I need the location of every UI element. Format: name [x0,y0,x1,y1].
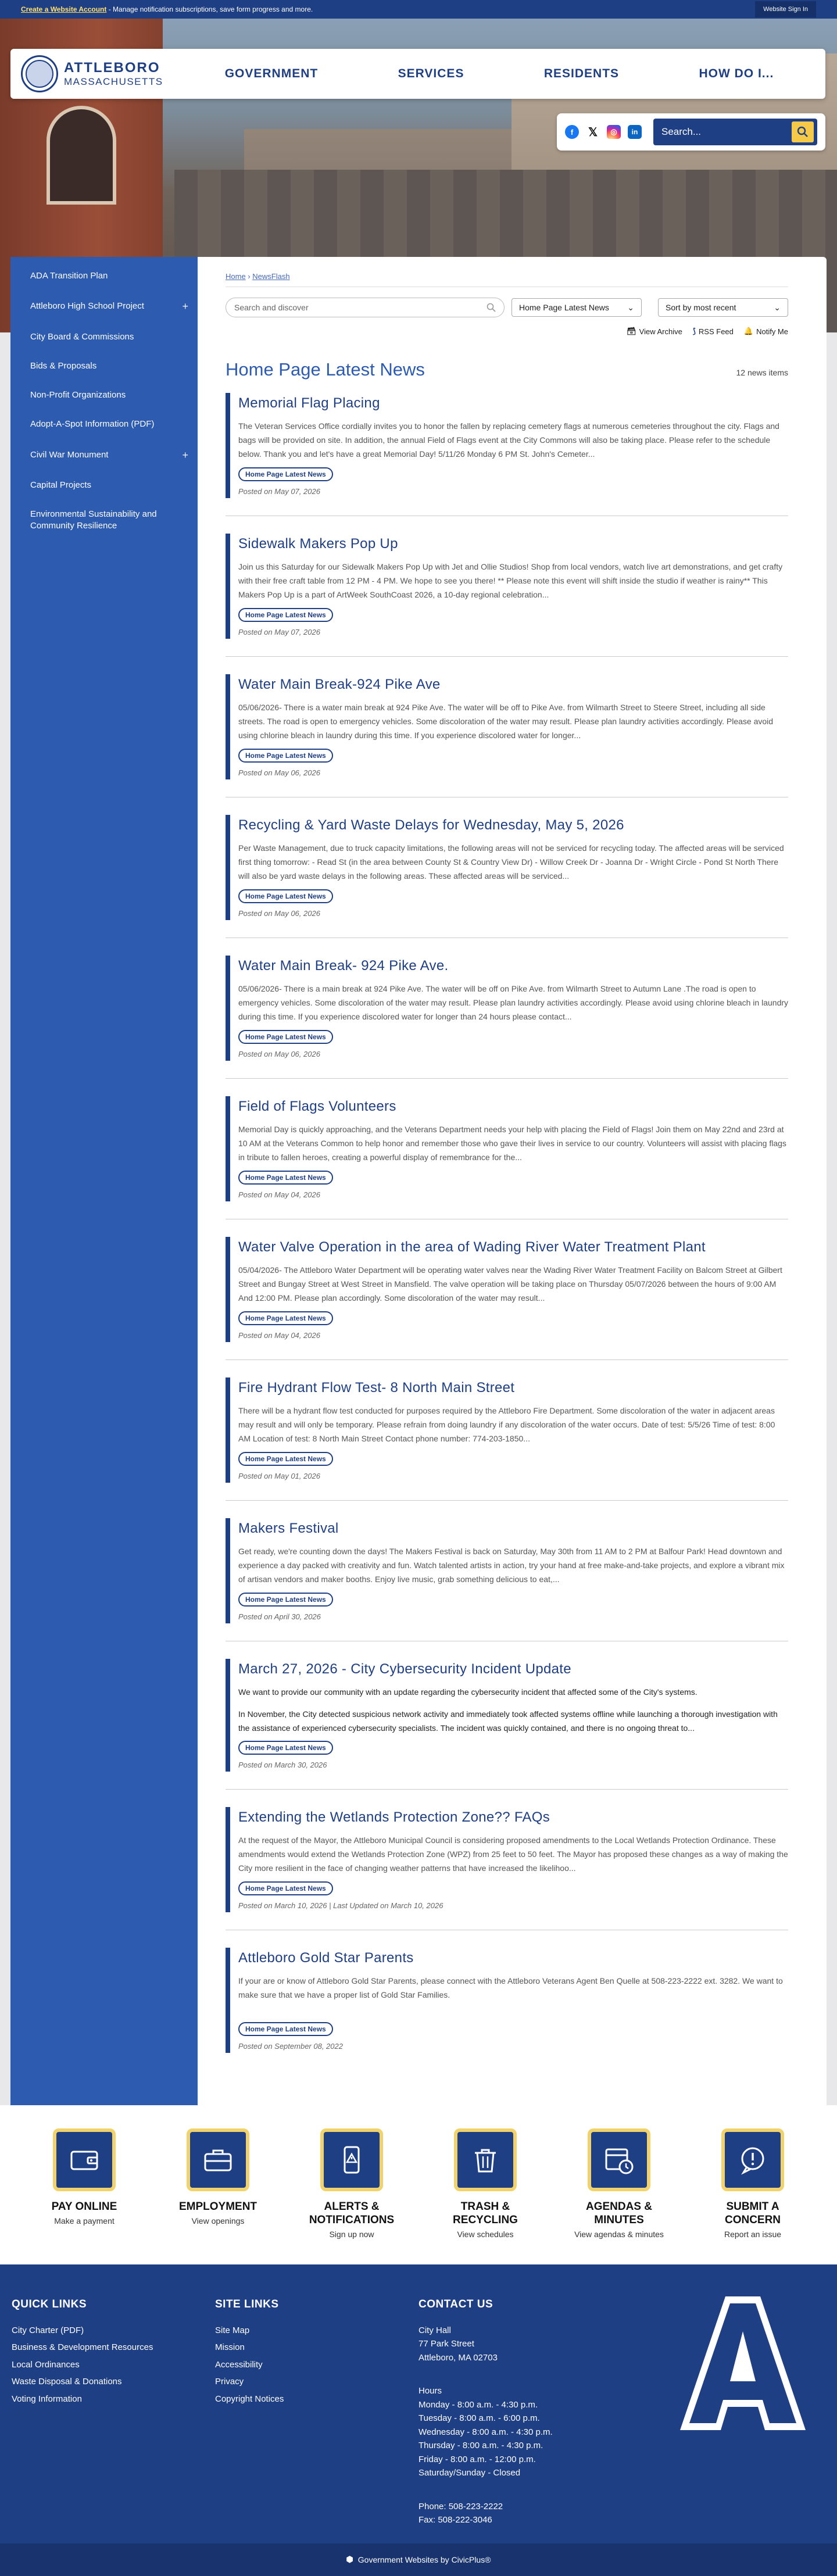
tile-subtitle: View openings [191,2216,245,2226]
news-title[interactable]: Water Main Break-924 Pike Ave [238,677,441,692]
news-body: 05/04/2026- The Attleboro Water Department will be operating water valves near the Wading River Water Treatment Facility on Balcom Street at Gilbert Street and Bungay Street at West Street in Mansfield. The valve operation will be taking place on Thursday 05/07/2026 between the hours of 9:00 AM And 12:00 PM. Please plan accordingly. Some discoloration of the water may result... [238,1265,782,1303]
news-body: There will be a hydrant flow test conducted for purposes required by the Attleboro Fire Department. Some discoloration of the water in adjacent areas may result and will only be temporary. Please refrain from doing laundry if any discoloration of the water occurs. Date of test: 5/5/26 Time of test: 8:00 AM Location of test: 8 North Main Street Contact phone number: 774-203-1850... [238,1406,775,1443]
news-body: Memorial Day is quickly approaching, and the Veterans Department needs your help with placing the Field of Flags! Join them on May 22nd and 23rd at 10 AM at the Veterans Common to help honor and remember those who gave their lives in service to our country. Volunteers will assist with placing flags in tribute to fallen heroes, creating a powerful display of remembrance for the... [238,1125,786,1162]
news-title[interactable]: Attleboro Gold Star Parents [238,1950,414,1966]
sidebar-item-attleboro-high-school-project[interactable] [10,291,198,322]
news-body: Get ready, we're counting down the days! The Makers Festival is back on Saturday, May 30th from 11 AM to 2 PM at Balfour Park! Head downtown and experience a day packed with creativity and fun. Watch talented artists in action, try your hand at free make-and-take projects, and explore a vibrant mix of artisan vendors and maker booths. Enjoy live music, grab something delicious to eat,... [238,1547,785,1584]
sidebar [10,257,198,2105]
news-divider [226,1500,788,1501]
sign-in-button[interactable]: Website Sign In [755,1,816,17]
footer-heading: QUICK LINKS [12,2298,87,2310]
main-wrapper [10,257,827,2105]
site-footer [0,2264,837,2543]
site-header [10,49,825,99]
sidebar-item-label: Bids & Proposals [30,360,97,371]
page-title: Home Page Latest News [226,359,425,380]
sidebar-item-environmental-sustainability[interactable] [10,500,198,541]
news-body: Per Waste Management, due to truck capacity limitations, the following areas will not be serviced for recycling today. The affected areas will be serviced first thing tomorrow: - Read St (in the area between County St & Country View Dr) - Willow Creek Dr - Joanna Dr - Wright Circle - Pond St North There will also be yard waste delays in the following areas. These affected areas will be serviced... [238,843,784,881]
logo-city-name: ATTLEBORO [64,60,160,76]
tile-subtitle: Report an issue [724,2229,782,2239]
news-posted-date: Posted on May 04, 2026 [238,1331,320,1340]
footer-link[interactable]: Privacy [215,2377,244,2387]
hours-line: Thursday - 8:00 a.m. - 4:30 p.m. [419,2441,543,2451]
hero-arch-window [46,106,116,205]
news-title[interactable]: Recycling & Yard Waste Delays for Wednesday, May 5, 2026 [238,817,624,833]
notify-me-label: Notify Me [756,327,788,336]
tile-trash-recycling[interactable] [433,2128,538,2239]
news-posted-date: Posted on May 06, 2026 [238,768,320,777]
city-seal-icon [21,55,58,92]
tile-title: EMPLOYMENT [178,2201,257,2213]
news-item [226,1807,788,1912]
nav-how-do-i[interactable]: HOW DO I... [699,67,774,80]
news-category-tag[interactable]: Home Page Latest News [238,608,333,622]
view-archive-label: View Archive [639,327,682,336]
powered-by-bar [0,2543,837,2576]
news-item [226,815,788,920]
news-category-tag[interactable]: Home Page Latest News [238,1311,333,1325]
news-category-tag[interactable]: Home Page Latest News [238,2022,333,2036]
footer-link[interactable]: City Charter (PDF) [12,2325,84,2335]
footer-heading: SITE LINKS [215,2298,279,2310]
news-title[interactable]: Field of Flags Volunteers [238,1099,396,1114]
news-posted-date: Posted on April 30, 2026 [238,1612,321,1621]
tile-employment[interactable] [166,2128,270,2239]
sidebar-item-label: Adopt-A-Spot Information (PDF) [30,419,155,430]
news-item [226,1096,788,1201]
bell-icon: 🔔 [743,327,754,335]
category-select[interactable] [512,298,642,317]
chevron-down-icon: ⌄ [627,302,634,312]
hours-line: Monday - 8:00 a.m. - 4:30 p.m. [419,2399,538,2410]
news-category-tag[interactable]: Home Page Latest News [238,1171,333,1185]
tile-submit-concern[interactable] [700,2128,805,2239]
news-list [226,393,788,2053]
footer-link[interactable]: Business & Development Resources [12,2342,153,2353]
filter-selects [512,298,788,317]
footer-link[interactable]: Waste Disposal & Donations [12,2377,122,2387]
news-category-tag[interactable]: Home Page Latest News [238,889,333,903]
page-header [226,359,788,380]
news-category-tag[interactable]: Home Page Latest News [238,1593,333,1607]
news-category-tag[interactable]: Home Page Latest News [238,1881,333,1895]
civicplus-icon: ⬢ [346,2554,353,2564]
tile-title: PAY ONLINE [51,2201,117,2213]
news-posted-date: Posted on May 01, 2026 [238,1472,320,1480]
news-posted-date: Posted on March 30, 2026 [238,1761,327,1770]
news-body: The Veteran Services Office cordially invites you to honor the fallen by replacing cemetery flags at numerous cemeteries throughout the city. Flags and bags will be provided on site. In addition, the annual Field of Flags event at the City Commons will also be taking place. Please refer to the schedule below. Thank you and let's have a great Memorial Day! 5/11/26 Monday 6 PM St. John's Cemeter... [238,421,779,459]
tile-title: TRASH & RECYCLING [453,2201,518,2227]
news-category-tag[interactable]: Home Page Latest News [238,1741,333,1755]
nav-services[interactable]: SERVICES [398,67,464,80]
news-divider [226,1078,788,1079]
quick-action-tiles [0,2105,837,2264]
tile-agendas-minutes[interactable] [567,2128,671,2239]
news-category-tag[interactable]: Home Page Latest News [238,1452,333,1466]
news-item [226,1378,788,1483]
news-category-tag[interactable]: Home Page Latest News [238,1030,333,1044]
footer-contact [419,2298,622,2525]
news-body: 05/06/2026- There is a water main break at 924 Pike Ave. The water will be off to Pike Ave. from Wilmarth Street to Steere Street, including all side streets. The road is open to emergency vehicles. Some discoloration of the water may result. Please plan laundry activities accordingly. Please avoid using chlorine bleach in laundry during this time. If you experience discolored water for longer... [238,703,774,740]
news-count: 12 news items [736,368,788,377]
footer-quick-links [12,2298,215,2520]
news-posted-date: Posted on May 06, 2026 [238,1050,320,1058]
sidebar-item-label: Environmental Sustainability and Community Resilience [30,509,157,531]
news-posted-date: Posted on March 10, 2026 | Last Updated on March 10, 2026 [238,1901,443,1910]
address-line: Attleboro, MA 02703 [419,2352,498,2363]
footer-link[interactable]: Voting Information [12,2393,82,2404]
news-item [226,534,788,639]
tile-title: ALERTS & NOTIFICATIONS [309,2201,395,2227]
hours-line: Saturday/Sunday - Closed [419,2468,521,2478]
breadcrumb-home-link[interactable]: Home [226,272,246,281]
spacer [419,2369,622,2380]
news-title[interactable]: Fire Hydrant Flow Test- 8 North Main Street [238,1380,515,1396]
account-banner [21,5,313,13]
sidebar-item-label: Attleboro High School Project [30,301,144,312]
site-search [653,119,817,145]
footer-link[interactable]: Local Ordinances [12,2359,80,2370]
footer-link[interactable]: Copyright Notices [215,2393,284,2404]
news-item [226,1518,788,1623]
footer-site-links [215,2298,419,2520]
footer-link[interactable]: Mission [215,2342,245,2353]
logo-text [64,60,163,88]
facebook-icon[interactable]: f [565,125,579,139]
news-search-field[interactable] [226,298,505,317]
sidebar-item-city-board-commissions[interactable] [10,323,198,352]
news-body: At the request of the Mayor, the Attleboro Municipal Council is considering proposed amendments to the Local Wetlands Protection Ordinance. These amendments would extend the Wetlands Protection Zone (WPZ) from 25 feet to 50 feet. The Mayor has proposed these changes as a way of making the City more resilient in the face of changing weather patterns that have increased the likelihoo... [238,1836,788,1873]
rss-feed-link[interactable] [693,327,734,336]
notify-me-link[interactable] [744,327,788,336]
sort-select[interactable] [658,298,788,317]
news-body: 05/06/2026- There is a main break at 924 Pike Ave. The water will be off on Pike Ave. from Wilmarth Street to Autumn Lane .The road is open to emergency vehicles. Some discoloration of the water may result. Please plan laundry activities accordingly. Please avoid using chlorine bleach in laundry during this time. If you experience discolored water for longer than 24 hours please contact... [238,984,788,1021]
attleboro-a-logo-icon [679,2291,807,2436]
news-posted-date: Posted on May 04, 2026 [238,1190,320,1199]
news-body: Join us this Saturday for our Sidewalk Makers Pop Up with Jet and Ollie Studios! Shop from local vendors, watch live art demonstrations, and get crafty with their free craft table from 12 PM - 4 PM. We hope to see you there! ** Please note this event will shift inside the studio if weather is rainy** This Makers Pop Up is a part of ArtWeek SouthCoast 2026, a 10-day regional celebration... [238,562,783,599]
alert-bubble-icon [721,2128,784,2191]
sidebar-item-civil-war-monument[interactable] [10,439,198,471]
main-nav [185,67,825,81]
create-account-link[interactable]: Create a Website Account [21,5,107,13]
trash-icon [454,2128,517,2191]
sidebar-item-bids-proposals[interactable] [10,352,198,381]
news-item [226,674,788,779]
news-item [226,1948,788,2053]
sidebar-item-adopt-a-spot[interactable] [10,410,198,439]
news-title[interactable]: Extending the Wetlands Protection Zone?? FAQs [238,1809,550,1826]
search-input[interactable] [661,126,792,138]
sidebar-item-ada-transition-plan[interactable] [10,262,198,291]
news-body: If your are or know of Attleboro Gold Star Parents, please connect with the Attleboro Veterans Agent Ben Quelle at 508-223-2222 ext. 3282. We want to make sure that we have a proper list of Gold Star Families. [238,1976,783,2000]
news-divider [226,1359,788,1360]
search-icon [487,303,496,312]
tile-title: SUBMIT A CONCERN [724,2201,781,2227]
tile-subtitle: Sign up now [329,2229,374,2239]
sidebar-item-label: ADA Transition Plan [30,271,108,281]
footer-link[interactable]: Accessibility [215,2359,263,2370]
breadcrumb-separator: › [245,272,253,281]
tile-subtitle: View schedules [457,2229,514,2239]
main-content [198,257,827,2105]
view-archive-link[interactable] [627,327,682,336]
sort-select-value: Sort by most recent [666,303,736,312]
news-search-placeholder: Search and discover [234,303,309,312]
hours-line: Tuesday - 8:00 a.m. - 6:00 p.m. [419,2413,540,2424]
rss-feed-label: RSS Feed [698,327,734,336]
x-twitter-icon[interactable]: 𝕏 [586,125,600,139]
news-posted-date: Posted on September 08, 2022 [238,2042,343,2051]
hours-line: Friday - 8:00 a.m. - 12:00 p.m. [419,2454,536,2464]
address-line: 77 Park Street [419,2339,474,2349]
category-select-value: Home Page Latest News [519,303,609,312]
news-title[interactable]: Makers Festival [238,1520,339,1536]
wallet-icon [53,2128,116,2191]
news-title[interactable]: Sidewalk Makers Pop Up [238,536,398,552]
news-posted-date: Posted on May 06, 2026 [238,909,320,918]
sidebar-item-non-profit-organizations[interactable] [10,381,198,410]
news-body-continued: In November, the City detected suspicious network activity and immediately took affected systems offline while launching a thorough investigation with the assistance of experienced cybersecurity specialists. The incident was quickly contained, and there is no ongoing threat to... [238,1709,778,1733]
calendar-clock-icon [588,2128,650,2191]
breadcrumb-current[interactable]: NewsFlash [252,272,290,281]
news-item [226,956,788,1061]
sidebar-item-label: Capital Projects [30,480,92,490]
tile-title: AGENDAS & MINUTES [585,2201,652,2227]
news-actions [226,327,788,336]
news-posted-date: Posted on May 07, 2026 [238,628,320,636]
tile-subtitle: Make a payment [54,2216,115,2226]
briefcase-icon [187,2128,249,2191]
expand-plus-icon[interactable]: + [182,300,188,313]
news-title[interactable]: March 27, 2026 - City Cybersecurity Incident Update [238,1661,571,1677]
top-bar [0,0,837,19]
news-title[interactable]: Water Main Break- 924 Pike Ave. [238,958,449,974]
sidebar-item-capital-projects[interactable] [10,471,198,500]
news-category-tag[interactable]: Home Page Latest News [238,749,333,763]
hours-line: Wednesday - 8:00 a.m. - 4:30 p.m. [419,2427,553,2437]
archive-icon: 🗃 [627,327,636,335]
logo-state-name: MASSACHUSETTS [64,76,163,87]
rss-icon: ⟆ [692,327,696,335]
expand-plus-icon[interactable]: + [182,449,188,461]
tile-pay-online[interactable] [32,2128,137,2239]
search-button[interactable] [792,121,814,142]
linkedin-icon[interactable]: in [628,125,642,139]
news-item [226,1659,788,1772]
footer-link[interactable]: Site Map [215,2325,250,2335]
spacer [419,2485,622,2495]
chevron-down-icon: ⌄ [774,302,781,312]
news-title[interactable]: Water Valve Operation in the area of Wading River Water Treatment Plant [238,1239,706,1255]
sidebar-item-label: City Board & Commissions [30,331,134,342]
account-message: - Manage notification subscriptions, save form progress and more. [106,5,313,13]
sidebar-item-label: Civil War Monument [30,449,109,460]
news-divider [226,1789,788,1790]
nav-government[interactable]: GOVERNMENT [224,67,319,80]
alert-phone-icon [320,2128,383,2191]
sidebar-item-label: Non-Profit Organizations [30,390,126,400]
breadcrumb [226,272,788,281]
news-item [226,393,788,498]
news-filters [226,298,788,317]
instagram-icon[interactable]: ◎ [607,125,621,139]
news-posted-date: Posted on May 07, 2026 [238,487,320,496]
social-search-bar [557,113,825,151]
tile-subtitle: View agendas & minutes [574,2229,664,2239]
nav-residents[interactable]: RESIDENTS [543,67,620,80]
news-category-tag[interactable]: Home Page Latest News [238,467,333,481]
address-line: City Hall [419,2325,451,2335]
phone-number[interactable]: Phone: 508-223-2222 [419,2501,503,2511]
site-logo[interactable] [10,55,185,92]
footer-heading: CONTACT US [419,2298,493,2310]
search-icon [797,126,809,138]
news-item [226,1237,788,1342]
hours-heading: Hours [419,2386,442,2396]
tile-alerts-notifications[interactable] [299,2128,404,2239]
fax-number: Fax: 508-222-3046 [419,2515,492,2525]
news-divider [226,656,788,657]
news-title[interactable]: Memorial Flag Placing [238,395,380,411]
news-body: We want to provide our community with an update regarding the cybersecurity incident that affected some of the City's systems. [238,1687,698,1697]
civicplus-link[interactable]: Government Websites by CivicPlus® [357,2554,491,2564]
